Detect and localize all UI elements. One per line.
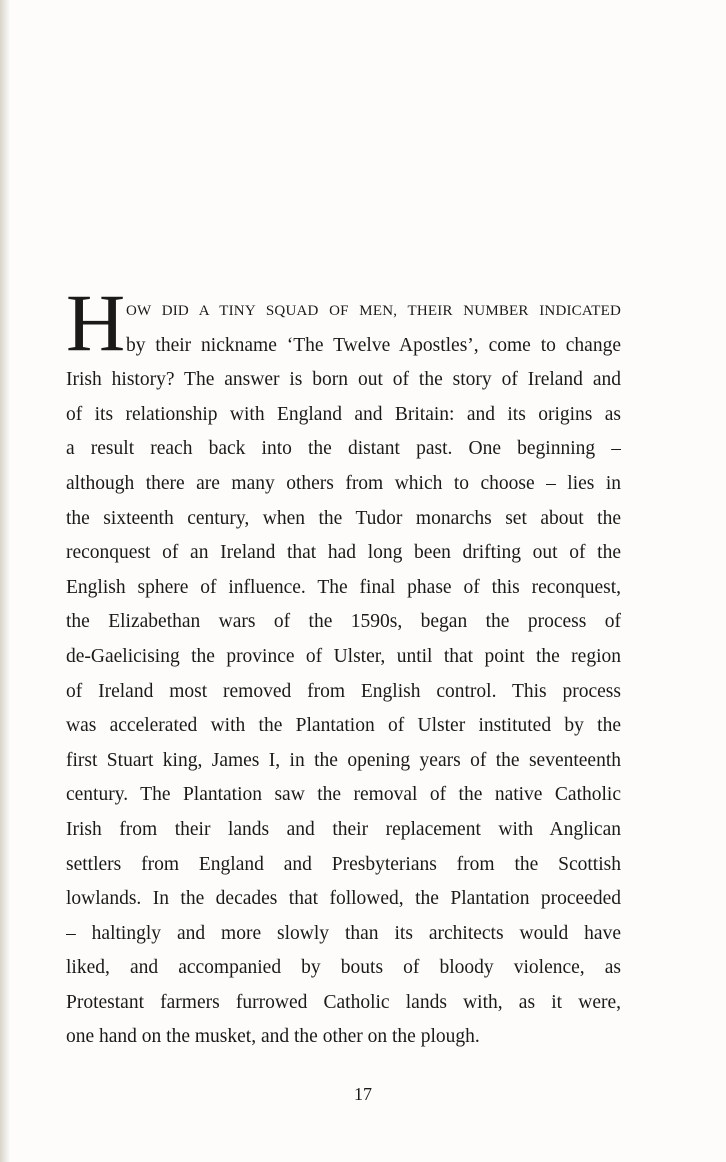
text-line: liked, and accompanied by bouts of bloody violence, as — [66, 957, 621, 979]
text-line: settlers from England and Presbyterians from the Scottish — [66, 853, 621, 875]
text-line: de-Gaelicising the province of Ulster, until that point the region — [66, 645, 621, 667]
text-line: Irish from their lands and their replacement with Anglican — [66, 818, 621, 840]
opening-paragraph — [66, 277, 621, 1055]
text-line: although there are many others from which to choose – lies in — [66, 472, 621, 494]
text-line: the Elizabethan wars of the 1590s, began the process of — [66, 611, 621, 633]
body-text — [66, 277, 621, 1055]
text-line: of its relationship with England and Britain: and its origins as — [66, 403, 621, 425]
text-line: of Ireland most removed from English control. This process — [66, 680, 621, 702]
text-line: reconquest of an Ireland that had long been drifting out of the — [66, 542, 621, 564]
text-line: Protestant farmers furrowed Catholic lands with, as it were, — [66, 991, 621, 1013]
text-line: century. The Plantation saw the removal of the native Catholic — [66, 784, 621, 806]
spine-shadow — [0, 0, 10, 1162]
text-line: by their nickname ‘The Twelve Apostles’, come to change — [126, 334, 621, 356]
text-line: – haltingly and more slowly than its architects would have — [66, 922, 621, 944]
text-line: lowlands. In the decades that followed, the Plantation proceeded — [66, 888, 621, 910]
text-line: was accelerated with the Plantation of Ulster instituted by the — [66, 715, 621, 737]
text-line: Irish history? The answer is born out of the story of Ireland and — [66, 369, 621, 391]
text-line: the sixteenth century, when the Tudor monarchs set about the — [66, 507, 621, 529]
text-line: a result reach back into the distant past. One beginning – — [66, 438, 621, 460]
page-number: 17 — [354, 1084, 372, 1104]
text-line: first Stuart king, James I, in the opening years of the seventeenth — [66, 749, 621, 771]
text-line: one hand on the musket, and the other on the plough. — [66, 1026, 480, 1048]
text-line-opening: OW DID A TINY SQUAD OF MEN, THEIR NUMBER INDICATED — [126, 303, 621, 319]
text-line: English sphere of influence. The final phase of this reconquest, — [66, 576, 621, 598]
drop-cap: H — [66, 277, 126, 368]
